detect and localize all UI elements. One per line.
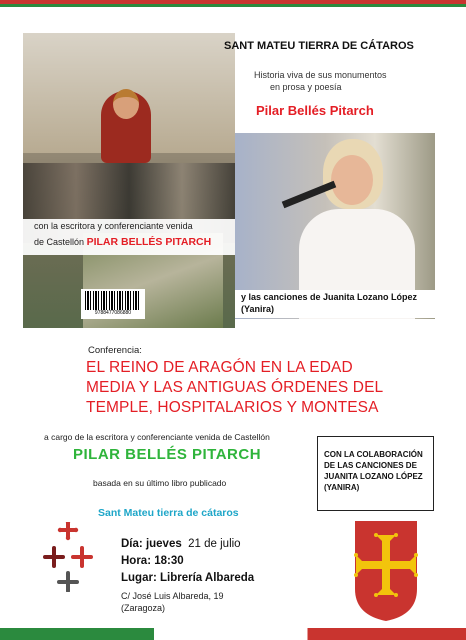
singer-caption-line1: y las canciones de Juanita Lozano López <box>241 292 418 302</box>
book-caption-line1: con la escritora y conferenciante venida <box>34 221 193 231</box>
collaboration-line4: (YANIRA) <box>324 483 360 492</box>
book-cover-photo <box>23 33 235 328</box>
barcode-number: 9788477086880 <box>94 310 132 316</box>
top-border-green <box>0 4 466 7</box>
collaboration-line1: CON LA COLABORACIÓN <box>324 450 423 459</box>
bottom-border-flag <box>0 628 466 640</box>
address-line2: (Zaragoza) <box>121 603 166 613</box>
book-title: Sant Mateu tierra de cátaros <box>98 507 239 519</box>
collaboration-line3: JUANITA LOZANO LÓPEZ <box>324 472 423 481</box>
montesa-cross-icon <box>57 571 79 592</box>
subtitle-line1: Historia viva de sus monumentos <box>254 70 387 80</box>
address-line1: C/ José Luis Albareda, 19 <box>121 591 224 601</box>
hospitaller-cross-icon <box>43 546 65 568</box>
conference-title-line2: MEDIA Y LAS ANTIGUAS ÓRDENES DEL <box>86 379 384 396</box>
conference-label: Conferencia: <box>88 345 142 356</box>
event-date: 21 de julio <box>188 538 241 550</box>
header-author: Pilar Bellés Pitarch <box>256 103 374 118</box>
singer-caption-line2: (Yanira) <box>241 304 275 314</box>
crosses-svg <box>40 522 96 592</box>
conference-title-line3: TEMPLE, HOSPITALARIOS Y MONTESA <box>86 399 379 416</box>
occitan-cross-flag-icon <box>353 519 419 623</box>
by-line: a cargo de la escritora y conferenciante venida de Castellón <box>44 432 270 442</box>
event-place: Lugar: Librería Albareda <box>121 572 255 584</box>
page-title: SANT MATEU TIERRA DE CÁTAROS <box>224 40 414 52</box>
based-on-text: basada en su último libro publicado <box>93 478 227 488</box>
conference-author: PILAR BELLÉS PITARCH <box>73 446 262 463</box>
book-caption <box>23 219 235 255</box>
flag-svg <box>353 519 419 623</box>
calatrava-cross-icon <box>71 546 93 568</box>
barcode <box>81 289 145 319</box>
subtitle-line2: en prosa y poesía <box>270 82 342 92</box>
conference-title-line1: EL REINO DE ARAGÓN EN LA EDAD <box>86 359 353 376</box>
conference-title <box>86 358 386 418</box>
event-time: Hora: 18:30 <box>121 555 184 567</box>
collaboration-line2: DE LAS CANCIONES DE <box>324 461 417 470</box>
templar-cross-icon <box>58 522 78 540</box>
order-crosses <box>40 522 96 592</box>
book-caption-author: PILAR BELLÉS PITARCH <box>86 236 212 248</box>
barcode-bars <box>85 291 141 310</box>
singer-caption <box>235 290 435 318</box>
collaboration-box <box>317 436 434 511</box>
book-caption-line2: de Castellón PILAR BELLÉS PITARCH <box>34 236 212 248</box>
event-day: Día: jueves 21 de julio <box>121 538 241 550</box>
